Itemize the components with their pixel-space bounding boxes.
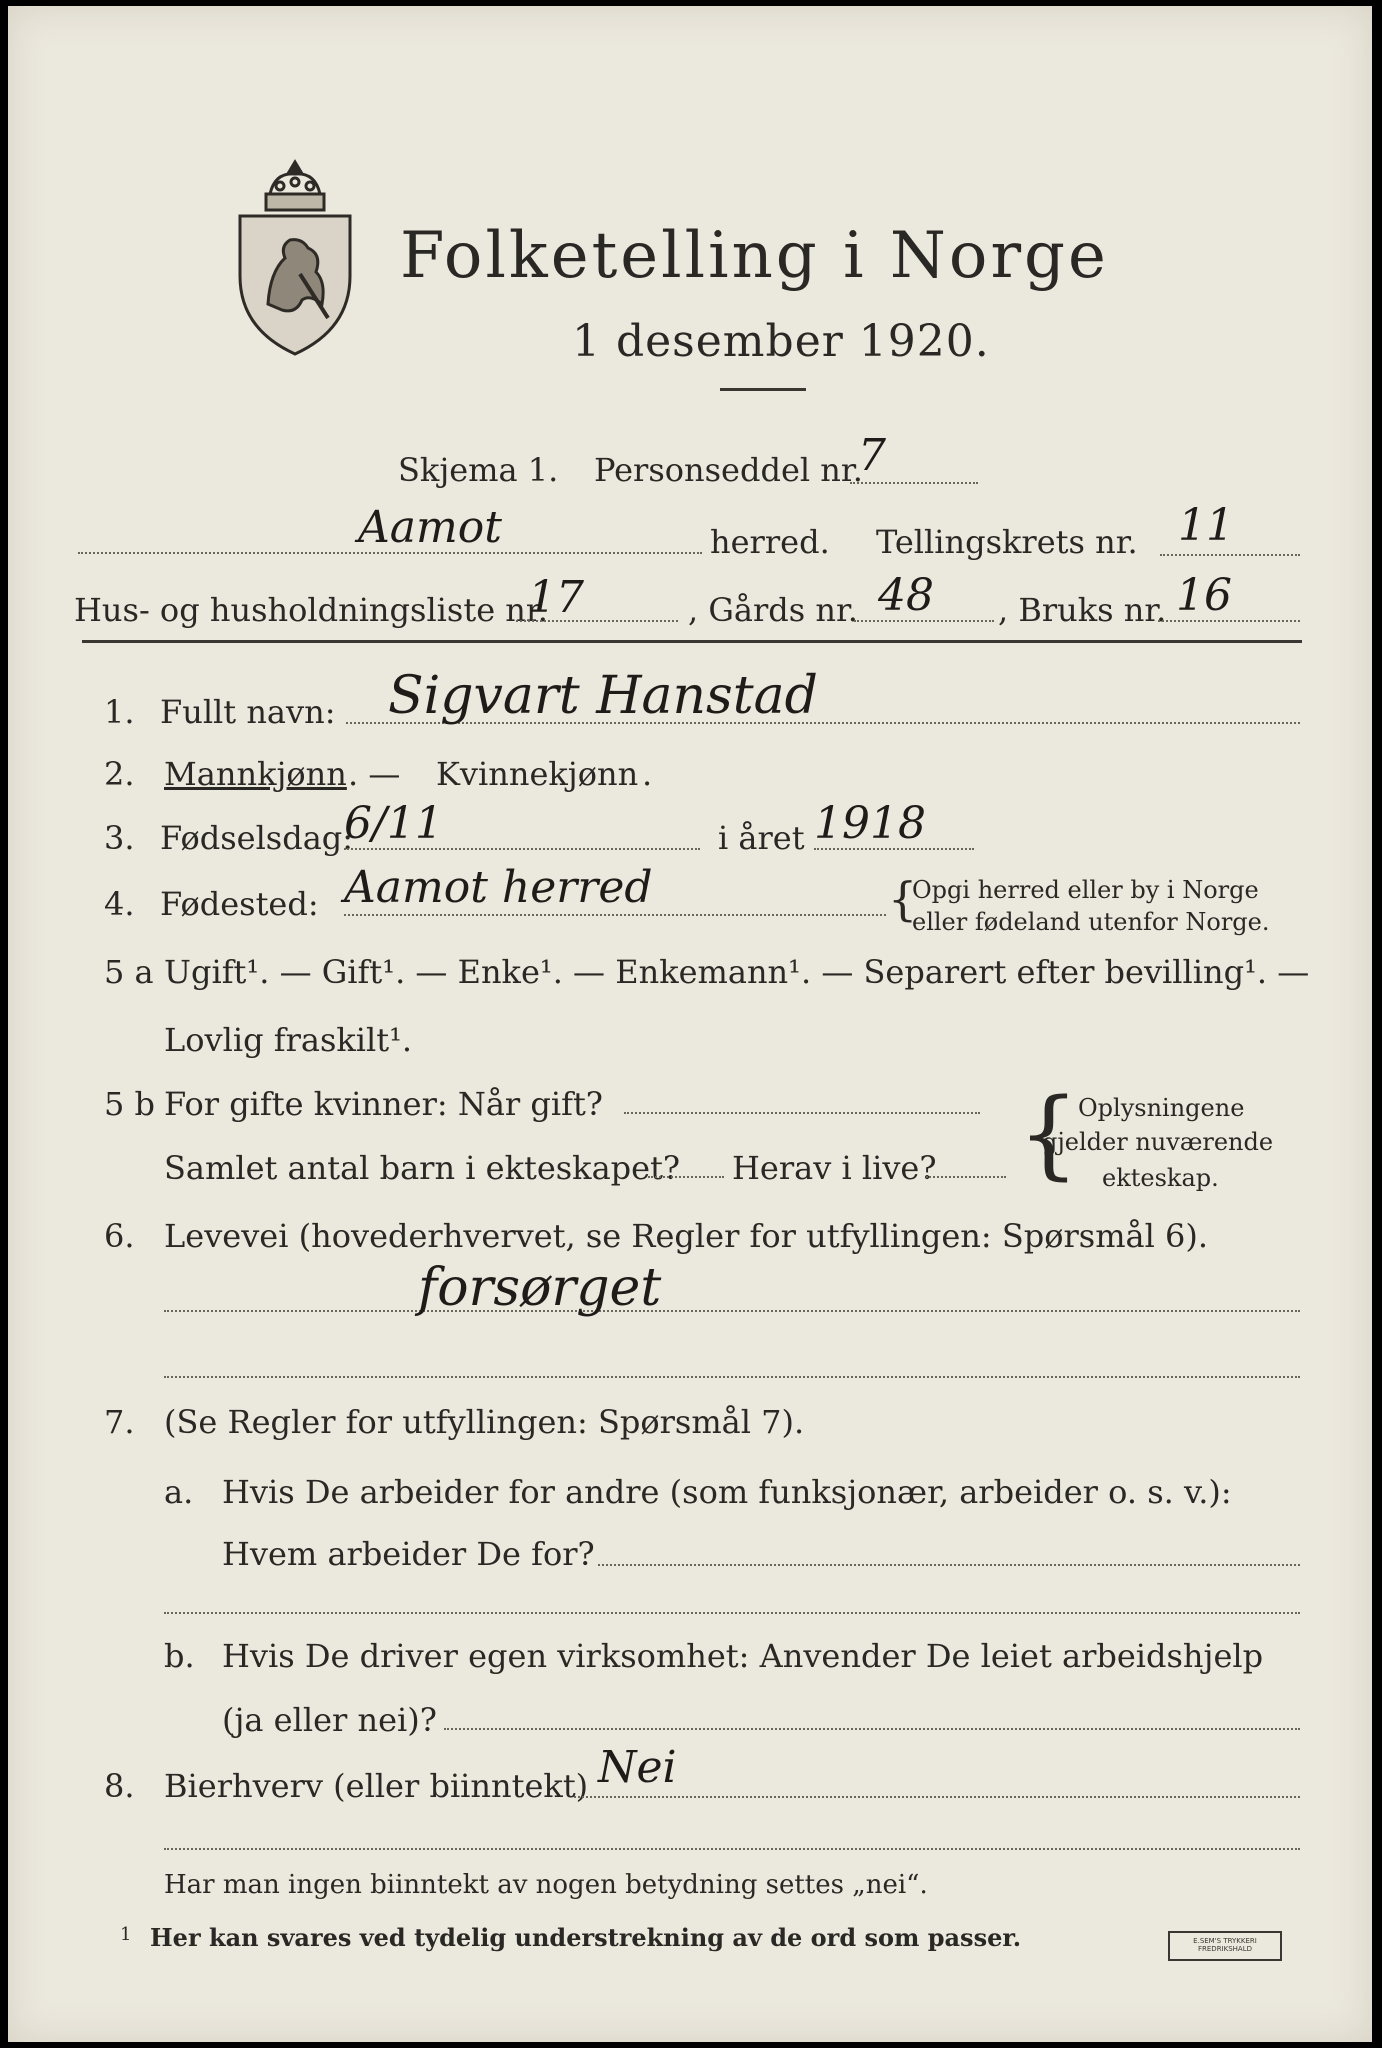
- q8-line2: [164, 1848, 1300, 1850]
- q6-number: 6.: [104, 1217, 135, 1255]
- q6-occupation[interactable]: forsørget: [418, 1258, 662, 1318]
- q2-end: .: [642, 755, 653, 793]
- gards-value[interactable]: 48: [878, 570, 934, 621]
- q3-birth-year[interactable]: 1918: [814, 798, 926, 849]
- q5b-brace: {: [1018, 1078, 1080, 1190]
- q5b-note-line1: Oplysningene: [1078, 1094, 1245, 1122]
- census-form: [8, 6, 1372, 2042]
- q5b-note-line3: ekteskap.: [1102, 1164, 1219, 1192]
- q6-line1: [164, 1310, 1300, 1312]
- q3-number: 3.: [104, 819, 135, 857]
- q5b-label-children: Samlet antal barn i ekteskapet?: [164, 1149, 681, 1187]
- coat-of-arms-icon: [230, 154, 360, 359]
- q3-label: Fødselsdag:: [160, 819, 354, 857]
- q7a-letter: a.: [164, 1473, 194, 1511]
- form-title: Folketelling i Norge: [400, 219, 1109, 293]
- bruks-label: , Bruks nr.: [998, 591, 1167, 629]
- q4-brace: {: [888, 872, 918, 926]
- tellingskrets-label: Tellingskrets nr.: [876, 523, 1138, 561]
- personseddel-label: Personseddel nr.: [594, 451, 863, 489]
- q2-kvinnekjonn[interactable]: Kvinnekjønn: [436, 755, 639, 793]
- q7a-line1: [598, 1564, 1300, 1566]
- q4-birthplace[interactable]: Aamot herred: [344, 862, 653, 913]
- q2-number: 2.: [104, 755, 135, 793]
- q7b-letter: b.: [164, 1637, 195, 1675]
- q5b-married-line: [624, 1112, 980, 1114]
- q7-number: 7.: [104, 1403, 135, 1441]
- q8-number: 8.: [104, 1767, 135, 1805]
- q3-year-label: i året: [718, 819, 805, 857]
- census-date: 1 desember 1920.: [572, 316, 990, 367]
- header-divider: [82, 640, 1302, 643]
- herred-value[interactable]: Aamot: [358, 502, 502, 553]
- stamp-line1: E.SEM'S TRYKKERI: [1193, 1937, 1257, 1946]
- q1-full-name[interactable]: Sigvart Hanstad: [388, 666, 818, 726]
- gards-label: , Gårds nr.: [688, 591, 858, 629]
- tellingskrets-line: [1160, 554, 1300, 556]
- q2-mannkjonn[interactable]: Mannkjønn: [164, 755, 347, 793]
- q8-label: Bierhverv (eller biinntekt): [164, 1767, 589, 1805]
- title-rule: [720, 388, 806, 391]
- q4-note-line1: Opgi herred eller by i Norge: [912, 876, 1259, 904]
- q4-label: Fødested:: [160, 885, 319, 923]
- q5b-label-alive: Herav i live?: [732, 1149, 937, 1187]
- q5a-number: 5 a: [104, 953, 154, 991]
- q7a-line2: [164, 1612, 1300, 1614]
- q4-line: [344, 914, 886, 916]
- q2-separator: . —: [348, 755, 401, 793]
- tellingskrets-value[interactable]: 11: [1178, 500, 1234, 551]
- q7-label: (Se Regler for utfyllingen: Spørsmål 7).: [164, 1403, 805, 1441]
- q6-line2: [164, 1376, 1300, 1378]
- q5b-number: 5 b: [104, 1085, 156, 1123]
- stamp-line2: FREDRIKSHALD: [1197, 1945, 1252, 1953]
- q7b-label2: (ja eller nei)?: [222, 1701, 437, 1739]
- q6-label: Levevei (hovederhvervet, se Regler for utfyllingen: Spørsmål 6).: [164, 1217, 1209, 1255]
- q7a-label2: Hvem arbeider De for?: [222, 1535, 595, 1573]
- personseddel-line: [850, 482, 978, 484]
- q1-label: Fullt navn:: [160, 693, 336, 731]
- q7b-label: Hvis De driver egen virksomhet: Anvender De leiet arbeidshjelp: [222, 1637, 1264, 1675]
- q4-note-line2: eller fødeland utenfor Norge.: [912, 908, 1270, 936]
- q7b-line: [444, 1728, 1300, 1730]
- q5b-note-line2: gjelder nuværende: [1042, 1128, 1274, 1156]
- skjema-label: Skjema 1.: [398, 451, 559, 489]
- q7a-label: Hvis De arbeider for andre (som funksjonær, arbeider o. s. v.):: [222, 1473, 1232, 1511]
- personseddel-value[interactable]: 7: [858, 430, 886, 481]
- q5a-options-line2[interactable]: Lovlig fraskilt¹.: [164, 1021, 413, 1059]
- printer-stamp: [1168, 1931, 1282, 1961]
- footer-note: Har man ingen biinntekt av nogen betydning settes „nei“.: [164, 1870, 928, 1900]
- footnote-mark: 1: [120, 1924, 132, 1945]
- q8-secondary-income[interactable]: Nei: [598, 1742, 677, 1793]
- herred-label: herred.: [710, 523, 830, 561]
- hus-label: Hus- og husholdningsliste nr.: [74, 591, 548, 629]
- q3-birth-day[interactable]: 6/11: [344, 798, 443, 849]
- hus-value[interactable]: 17: [528, 572, 584, 623]
- q8-line1: [574, 1796, 1300, 1798]
- q5b-children-line: [648, 1176, 724, 1178]
- q1-number: 1.: [104, 693, 135, 731]
- footnote-text: Her kan svares ved tydelig understrekning av de ord som passer.: [150, 1923, 1022, 1952]
- q5a-options[interactable]: Ugift¹. — Gift¹. — Enke¹. — Enkemann¹. — Separert efter bevilling¹. —: [164, 953, 1310, 991]
- q4-number: 4.: [104, 885, 135, 923]
- q5b-label-married: For gifte kvinner: Når gift?: [164, 1085, 603, 1123]
- q5b-alive-line: [926, 1176, 1006, 1178]
- bruks-value[interactable]: 16: [1176, 570, 1232, 621]
